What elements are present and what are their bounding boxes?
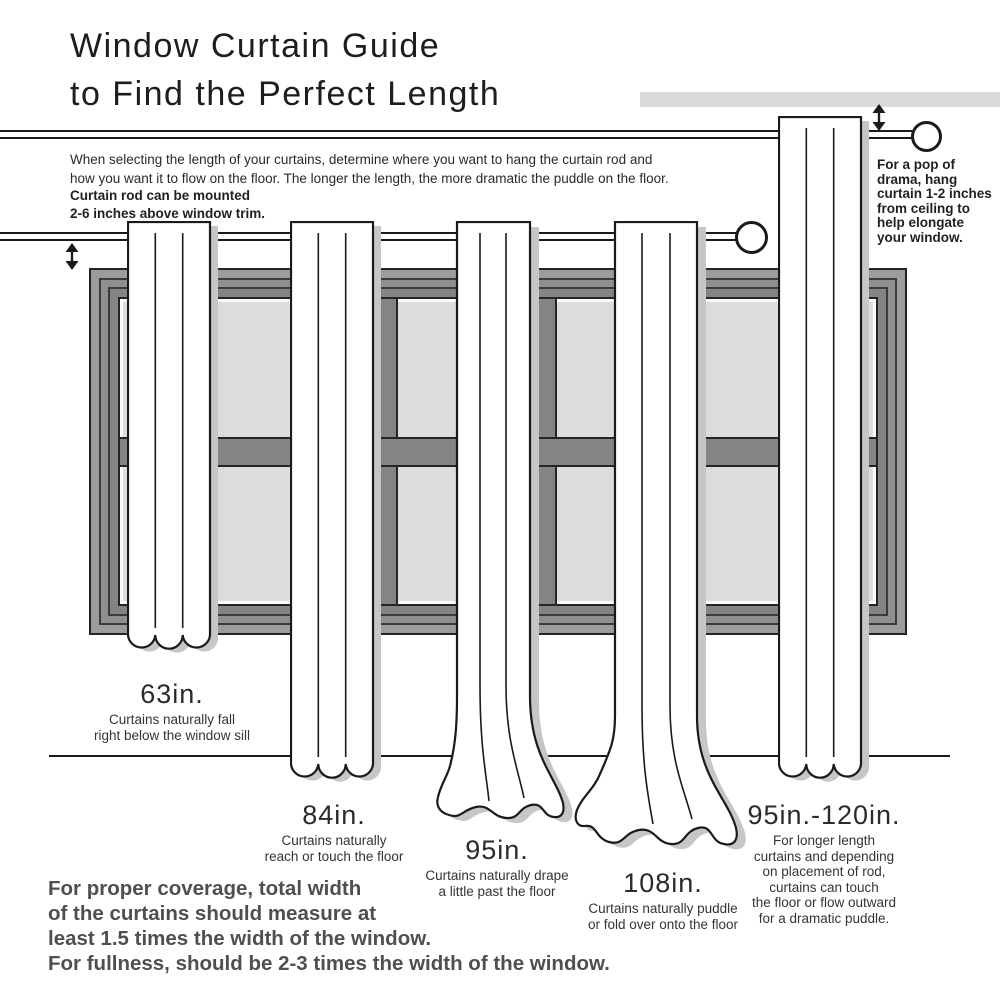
high-rod-finial bbox=[911, 121, 942, 152]
length-value: 84in. bbox=[302, 800, 366, 830]
curtain-95in bbox=[425, 221, 580, 837]
length-value: 63in. bbox=[140, 679, 204, 709]
page-title bbox=[70, 22, 500, 118]
title-line-1: Window Curtain Guide bbox=[70, 27, 441, 65]
curtain-63in bbox=[127, 221, 223, 661]
intro-paragraph: When selecting the length of your curtains, determine where you want to hang the curtain rod and how you want it to flow on the floor. The longer the length, the more dramatic the puddle on the floor. bbox=[70, 152, 669, 186]
coverage-note: For proper coverage, total width of the curtains should measure at least 1.5 times the width of the window. For fullness, should be 2-3 times the width of the window. bbox=[48, 877, 610, 975]
length-description: For longer length curtains and depending on placement of rod, curtains can touch the floor or flow outward for a dramatic puddle. bbox=[751, 833, 897, 926]
length-label-95in-120in bbox=[712, 800, 936, 926]
ceiling-hang-note: For a pop of drama, hang curtain 1-2 inches from ceiling to help elongate your window. bbox=[877, 157, 992, 245]
rod-height-arrow-icon bbox=[61, 243, 83, 270]
curtain-84in bbox=[290, 221, 386, 791]
length-value: 108in. bbox=[623, 868, 703, 898]
length-description: Curtains naturally puddle or fold over onto the floor bbox=[587, 901, 739, 932]
length-description: Curtains naturally drape a little past the floor bbox=[425, 868, 569, 899]
title-line-2: to Find the Perfect Length bbox=[70, 75, 501, 113]
length-description: Curtains naturally fall right below the window sill bbox=[93, 712, 251, 743]
curtain-95in-120in bbox=[778, 116, 874, 791]
ceiling-bar bbox=[640, 92, 1000, 107]
length-value: 95in.-120in. bbox=[747, 800, 901, 830]
length-label-63in bbox=[60, 679, 284, 743]
high-curtain-rod bbox=[0, 130, 912, 139]
rod-mounting-note: Curtain rod can be mounted 2-6 inches above window trim. bbox=[70, 188, 266, 221]
length-description: Curtains naturally reach or touch the floor bbox=[264, 833, 404, 864]
curtain-108in bbox=[570, 221, 750, 873]
length-value: 95in. bbox=[465, 835, 529, 865]
